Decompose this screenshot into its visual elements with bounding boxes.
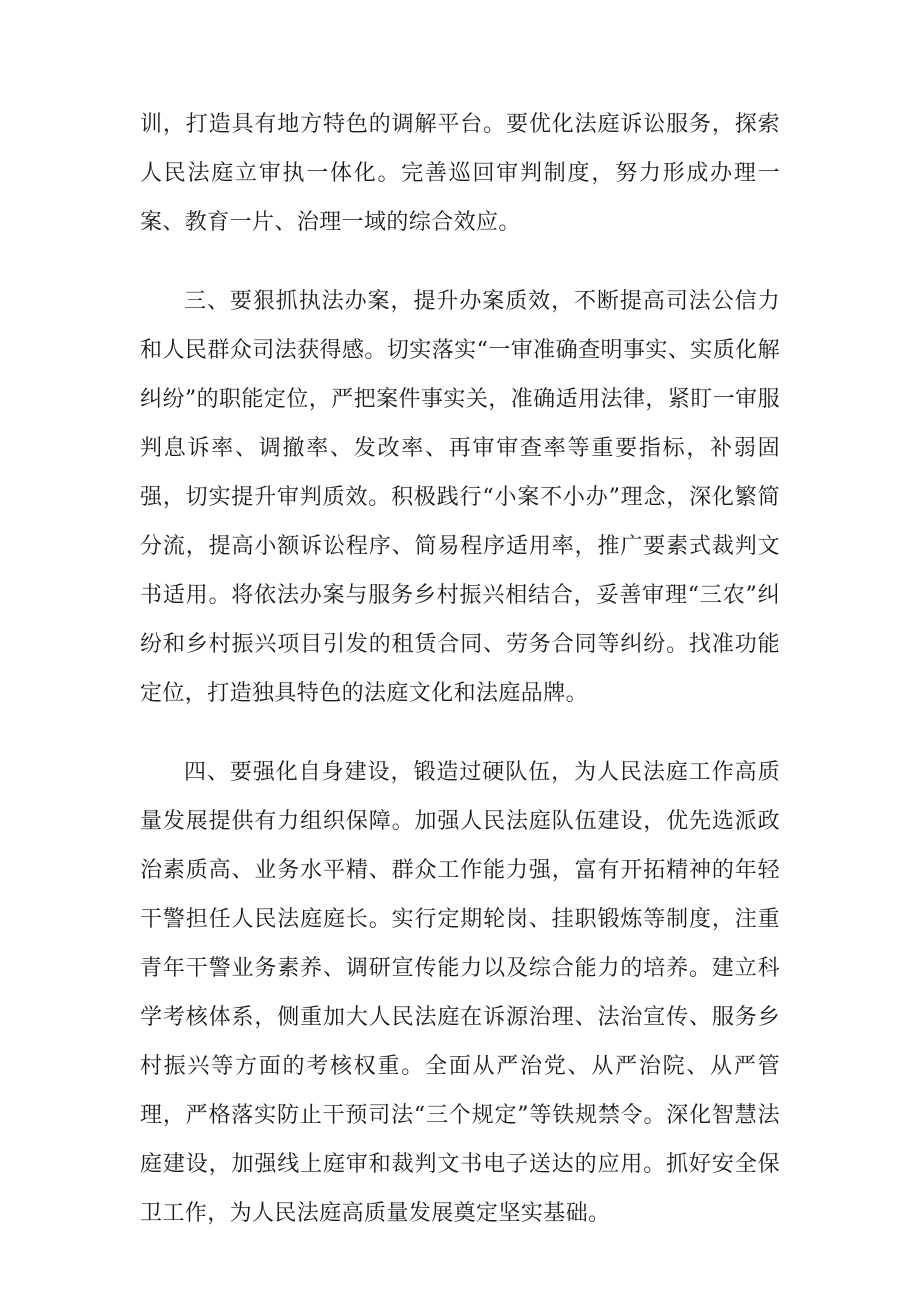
paragraph-section-three: 三、要狠抓执法办案，提升办案质效，不断提高司法公信力和人民群众司法获得感。切实落实“一审准确查明事实、实质化解纠纷”的职能定位，严把案件事实关，准确适用法律，紧盯一审服判息诉率、调撤率、发改率、再审审查率等重要指标，补弱固强，切实提升审判质效。积极践行“小案不小办”理念，深化繁简分流，提高小额诉讼程序、简易程序适用率，推广要素式裁判文书适用。将依法办案与服务乡村振兴相结合，妥善审理“三农”纠纷和乡村振兴项目引发的租赁合同、劳务合同等纠纷。找准功能定位，打造独具特色的法庭文化和法庭品牌。: [140, 289, 780, 706]
paragraph-section-four: 四、要强化自身建设，锻造过硬队伍，为人民法庭工作高质量发展提供有力组织保障。加强人民法庭队伍建设，优先选派政治素质高、业务水平精、群众工作能力强，富有开拓精神的年轻干警担任人民法庭庭长。实行定期轮岗、挂职锻炼等制度，注重青年干警业务素养、调研宣传能力以及综合能力的培养。建立科学考核体系，侧重加大人民法庭在诉源治理、法治宣传、服务乡村振兴等方面的考核权重。全面从严治党、从严治院、从严管理，严格落实防止干预司法“三个规定”等铁规禁令。深化智慧法庭建设，加强线上庭审和裁判文书电子送达的应用。抓好安全保卫工作，为人民法庭高质量发展奠定坚实基础。: [140, 760, 780, 1226]
document-page: [140, 100, 780, 1238]
paragraph-continuation: 训，打造具有地方特色的调解平台。要优化法庭诉讼服务，探索人民法庭立审执一体化。完善巡回审判制度，努力形成办理一案、教育一片、治理一域的综合效应。: [140, 112, 780, 235]
